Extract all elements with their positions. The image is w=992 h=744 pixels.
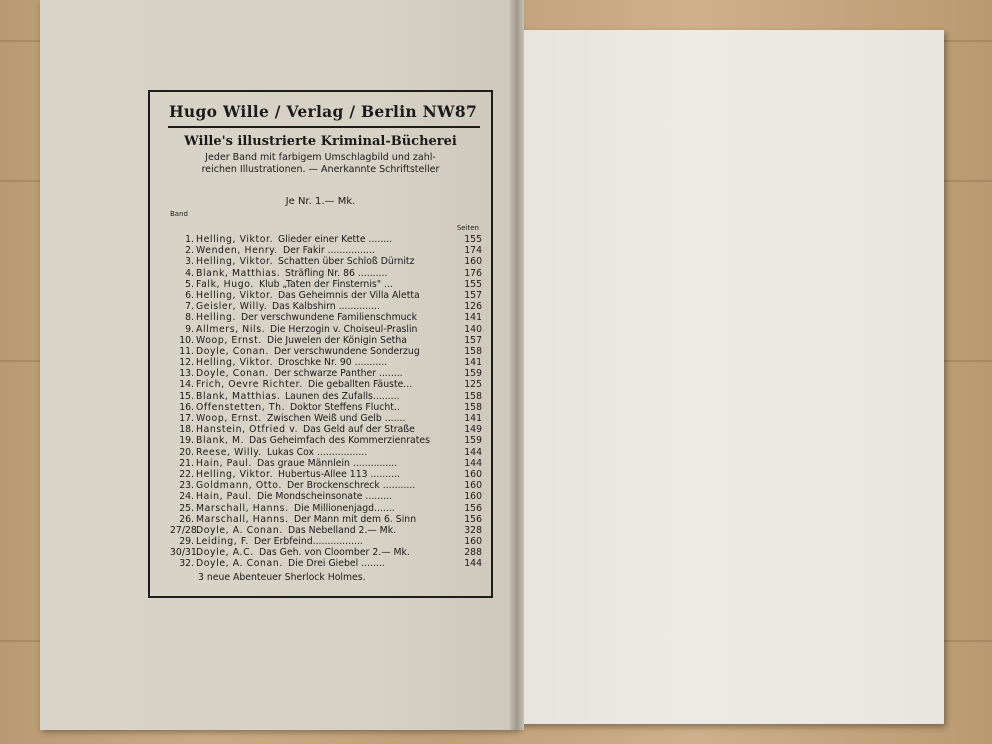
book-author: Woop, Ernst. bbox=[196, 413, 262, 424]
book-number: 29. bbox=[179, 536, 194, 548]
book-title: Das Geld auf der Straße bbox=[303, 424, 415, 436]
book-title: Doktor Steffens Flucht.. bbox=[290, 401, 400, 413]
book-author: Blank, M. bbox=[196, 435, 245, 447]
book-title: Das Nebelland 2.— Mk. bbox=[288, 524, 397, 536]
book-number: 11. bbox=[179, 345, 194, 357]
book-entry bbox=[170, 234, 482, 245]
book-pages: 158 bbox=[464, 401, 482, 413]
book-author: Goldmann, Otto. bbox=[196, 480, 282, 492]
book-entry bbox=[170, 458, 482, 469]
book-entry bbox=[170, 335, 482, 346]
book-pages: 157 bbox=[464, 334, 482, 346]
book-number: 18. bbox=[179, 424, 194, 436]
book-pages: 176 bbox=[464, 267, 482, 279]
book-number: 22. bbox=[179, 468, 194, 480]
book-pages: 158 bbox=[464, 390, 482, 402]
book-author: Geisler, Willy. bbox=[196, 301, 268, 313]
book-entry bbox=[170, 514, 482, 525]
book-title: Die Mondscheinsonate ......... bbox=[257, 491, 393, 503]
book-pages: 141 bbox=[464, 312, 482, 324]
book-title: Der schwarze Panther ........ bbox=[274, 368, 403, 380]
book-number: 15. bbox=[179, 390, 194, 402]
book-title: Lukas Cox ................. bbox=[267, 446, 368, 458]
book-title: Der Fakir ................ bbox=[283, 245, 375, 257]
book-author: Falk, Hugo. bbox=[196, 278, 254, 290]
book-author: Blank, Matthias. bbox=[196, 267, 281, 279]
book-number: 24. bbox=[179, 491, 194, 503]
book-author: Doyle, A. Conan. bbox=[196, 558, 283, 570]
book-pages: 160 bbox=[464, 480, 482, 492]
book-number: 27/28. bbox=[170, 524, 200, 536]
book-number: 16. bbox=[179, 401, 194, 413]
book-pages: 157 bbox=[464, 289, 482, 301]
book-entry bbox=[170, 525, 482, 536]
book-entry bbox=[170, 256, 482, 267]
book-pages: 156 bbox=[464, 502, 482, 514]
book-entry bbox=[170, 379, 482, 390]
book-author: Helling, Viktor. bbox=[196, 357, 274, 369]
book-entry bbox=[170, 368, 482, 379]
book-number: 5. bbox=[185, 278, 194, 290]
book-entry bbox=[170, 491, 482, 502]
book-entry bbox=[170, 312, 482, 323]
book-title: Das Geheimnis der Villa Aletta bbox=[278, 289, 420, 301]
book-title: Droschke Nr. 90 ........... bbox=[278, 357, 388, 369]
book-number: 14. bbox=[179, 379, 194, 391]
book-title: Der verschwundene Sonderzug bbox=[274, 345, 420, 357]
book-entry bbox=[170, 324, 482, 335]
book-pages: 144 bbox=[464, 558, 482, 570]
book-pages: 159 bbox=[464, 435, 482, 447]
book-number: 12. bbox=[179, 357, 194, 369]
book-title: Schatten über Schloß Dürnitz bbox=[278, 256, 415, 268]
book-entry bbox=[170, 402, 482, 413]
book-author: Woop, Ernst. bbox=[196, 334, 262, 346]
book-title: Zwischen Weiß und Gelb ....... bbox=[267, 413, 406, 424]
book-entry bbox=[170, 424, 482, 435]
book-pages: 160 bbox=[464, 491, 482, 503]
book-author: Blank, Matthias. bbox=[196, 390, 281, 402]
book-title: Hubertus-Allee 113 .......... bbox=[278, 468, 401, 480]
book-number: 32. bbox=[179, 558, 194, 570]
book-pages: 159 bbox=[464, 368, 482, 380]
book-number: 20. bbox=[179, 446, 194, 458]
book-entry bbox=[170, 245, 482, 256]
book-pages: 156 bbox=[464, 513, 482, 525]
book-list bbox=[170, 222, 482, 570]
book-author: Leiding, F. bbox=[196, 536, 249, 548]
book-title: Der Mann mit dem 6. Sinn bbox=[294, 513, 417, 525]
book-entry bbox=[170, 558, 482, 569]
book-title: Die geballten Fäuste... bbox=[308, 379, 413, 391]
seiten-column-label: Seiten bbox=[456, 224, 479, 232]
book-author: Helling, Viktor. bbox=[196, 289, 274, 301]
series-title: Wille's illustrierte Kriminal-Bücherei bbox=[184, 134, 457, 149]
book-author: Reese, Willy. bbox=[196, 446, 262, 458]
book-number: 6. bbox=[185, 289, 194, 301]
price-line: Je Nr. 1.— Mk. bbox=[285, 196, 356, 207]
book-number: 26. bbox=[179, 513, 194, 525]
book-entry bbox=[170, 301, 482, 312]
advertisement-box bbox=[148, 90, 493, 598]
book-entry bbox=[170, 413, 482, 424]
book-author: Helling, Viktor. bbox=[196, 256, 274, 268]
book-title: Sträfling Nr. 86 .......... bbox=[285, 267, 388, 279]
book-title: Die Herzogin v. Choiseul-Praslin bbox=[270, 323, 418, 335]
book-number: 23. bbox=[179, 480, 194, 492]
book-entry bbox=[170, 435, 482, 446]
book-title: Das Kalbshirn .............. bbox=[272, 301, 380, 313]
book-number: 25. bbox=[179, 502, 194, 514]
book-number: 10. bbox=[179, 334, 194, 346]
band-column-label: Band bbox=[170, 210, 188, 218]
book-pages: 158 bbox=[464, 345, 482, 357]
book-number: 9. bbox=[185, 323, 194, 335]
book-entry bbox=[170, 346, 482, 357]
description-line: Jeder Band mit farbigem Umschlagbild und zahl- bbox=[205, 152, 436, 163]
book-title: Der Erbfeind................. bbox=[254, 536, 363, 548]
book-pages: 144 bbox=[464, 446, 482, 458]
book-pages: 144 bbox=[464, 457, 482, 469]
publisher-heading: Hugo Wille / Verlag / Berlin NW87 bbox=[168, 102, 478, 121]
book-author: Frich, Oevre Richter. bbox=[196, 379, 303, 391]
series-description bbox=[150, 152, 491, 176]
heading-rule bbox=[168, 126, 480, 128]
book-number: 17. bbox=[179, 413, 194, 424]
book-number: 7. bbox=[185, 301, 194, 313]
book-entry bbox=[170, 391, 482, 402]
book-entry bbox=[170, 268, 482, 279]
book-entry bbox=[170, 447, 482, 458]
book-title: Der Brockenschreck ........... bbox=[287, 480, 416, 492]
book-title: Klub „Taten der Finsternis" ... bbox=[259, 278, 393, 290]
book-pages: 155 bbox=[464, 234, 482, 245]
book-author: Hain, Paul. bbox=[196, 457, 252, 469]
book-number: 2. bbox=[185, 245, 194, 257]
book-author: Marschall, Hanns. bbox=[196, 513, 289, 525]
book-pages: 160 bbox=[464, 256, 482, 268]
book-pages: 160 bbox=[464, 468, 482, 480]
description-line: reichen Illustrationen. — Anerkannte Schriftsteller bbox=[201, 164, 440, 175]
book-pages: 125 bbox=[464, 379, 482, 391]
book-author: Hain, Paul. bbox=[196, 491, 252, 503]
book-title: Das Geh. von Cloomber 2.— Mk. bbox=[259, 547, 410, 559]
book-entry bbox=[170, 357, 482, 368]
book-number: 4. bbox=[185, 267, 194, 279]
book-pages: 126 bbox=[464, 301, 482, 313]
book-entry bbox=[170, 290, 482, 301]
book-title: Glieder einer Kette ........ bbox=[278, 234, 393, 245]
book-title: Der verschwundene Familienschmuck bbox=[241, 312, 418, 324]
book-pages: 149 bbox=[464, 424, 482, 436]
book-title: Die Millionenjagd....... bbox=[294, 502, 395, 514]
book-author: Doyle, A.C. bbox=[196, 547, 254, 559]
book-pages: 328 bbox=[464, 524, 482, 536]
book-author: Wenden, Henry. bbox=[196, 245, 278, 257]
book-pages: 155 bbox=[464, 278, 482, 290]
book-author: Hanstein, Otfried v. bbox=[196, 424, 299, 436]
book-author: Allmers, Nils. bbox=[196, 323, 266, 335]
book-author: Doyle, Conan. bbox=[196, 368, 269, 380]
book-title: Das Geheimfach des Kommerzienrates bbox=[249, 435, 430, 447]
book-pages: 140 bbox=[464, 323, 482, 335]
book-number: 1. bbox=[185, 234, 194, 245]
book-pages: 174 bbox=[464, 245, 482, 257]
book-entry bbox=[170, 536, 482, 547]
book-number: 3. bbox=[185, 256, 194, 268]
book-pages: 160 bbox=[464, 536, 482, 548]
book-author: Helling, Viktor. bbox=[196, 234, 274, 245]
footer-note: 3 neue Abenteuer Sherlock Holmes. bbox=[198, 572, 366, 583]
book-author: Doyle, Conan. bbox=[196, 345, 269, 357]
book-pages: 141 bbox=[464, 357, 482, 369]
book-author: Helling. bbox=[196, 312, 237, 324]
book-number: 30/31. bbox=[170, 547, 200, 559]
book-title: Launen des Zufalls......... bbox=[285, 390, 400, 402]
book-number: 13. bbox=[179, 368, 194, 380]
book-pages: 141 bbox=[464, 413, 482, 424]
book-author: Helling, Viktor. bbox=[196, 468, 274, 480]
right-page-blank bbox=[516, 30, 944, 724]
book-title: Die Juwelen der Königin Setha bbox=[267, 334, 407, 346]
book-number: 21. bbox=[179, 457, 194, 469]
book-entry bbox=[170, 279, 482, 290]
book-number: 19. bbox=[179, 435, 194, 447]
book-author: Marschall, Hanns. bbox=[196, 502, 289, 514]
book-entry bbox=[170, 503, 482, 514]
book-author: Offenstetten, Th. bbox=[196, 401, 286, 413]
book-gutter bbox=[510, 0, 524, 730]
book-pages: 288 bbox=[464, 547, 482, 559]
book-author: Doyle, A. Conan. bbox=[196, 524, 283, 536]
book-entry bbox=[170, 480, 482, 491]
book-number: 8. bbox=[185, 312, 194, 324]
book-entry bbox=[170, 547, 482, 558]
book-title: Das graue Männlein ............... bbox=[257, 457, 398, 469]
book-title: Die Drei Giebel ........ bbox=[288, 558, 385, 570]
book-entry bbox=[170, 469, 482, 480]
